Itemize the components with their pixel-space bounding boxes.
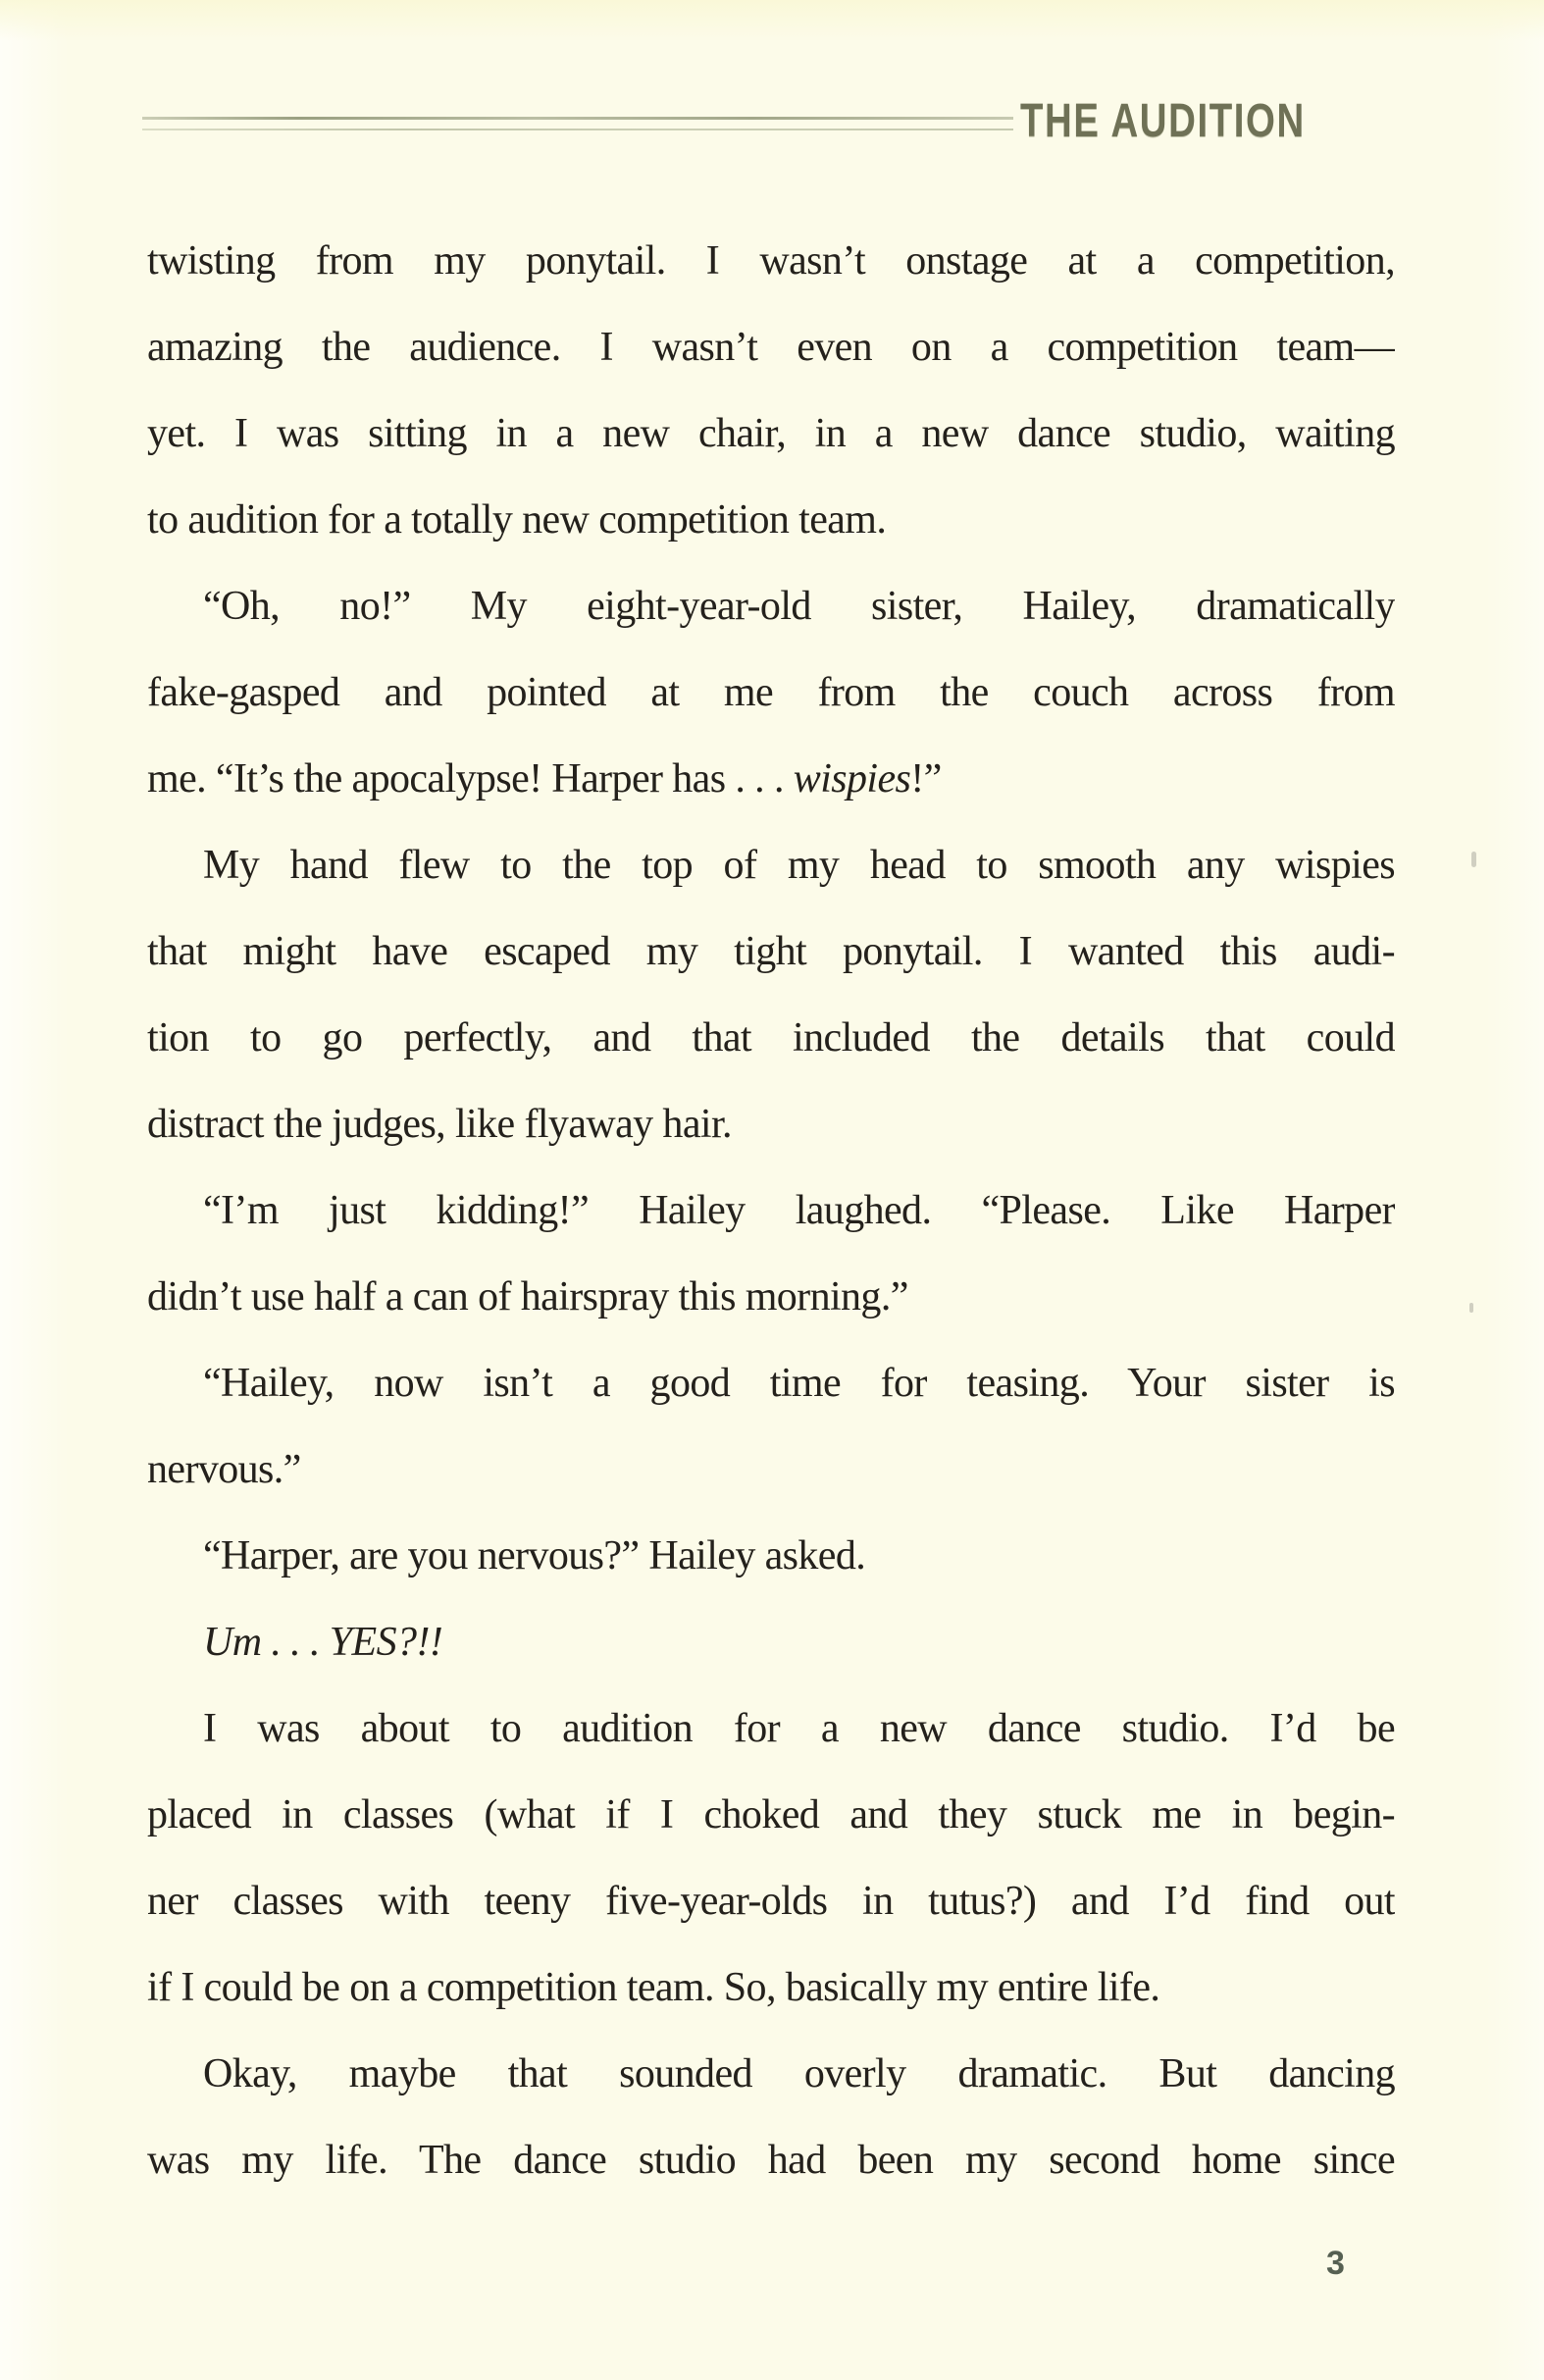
page-number: 3 xyxy=(1326,2245,1345,2282)
body-line: yet. I was sitting in a new chair, in a new dance studio, waiting xyxy=(147,411,1395,456)
body-line: that might have escaped my tight ponytail. I wanted this audi- xyxy=(147,929,1395,974)
body-line: if I could be on a competition team. So, basically my entire life. xyxy=(147,1965,1160,2010)
body-line: didn’t use half a can of hairspray this morning.” xyxy=(147,1274,908,1319)
body-line: was my life. The dance studio had been my second home since xyxy=(147,2138,1395,2183)
body-line: me. “It’s the apocalypse! Harper has . . . wispies!” xyxy=(147,756,942,802)
body-line: ner classes with teeny five-year-olds in tutus?) and I’d find out xyxy=(147,1879,1395,1924)
body-line: Okay, maybe that sounded overly dramatic. But dancing xyxy=(203,2051,1395,2096)
body-line: “Harper, are you nervous?” Hailey asked. xyxy=(203,1533,866,1578)
body-line: placed in classes (what if I choked and they stuck me in begin- xyxy=(147,1792,1395,1837)
body-line: Um . . . YES?!! xyxy=(203,1620,443,1665)
body-line: distract the judges, like flyaway hair. xyxy=(147,1102,732,1147)
body-line: to audition for a totally new competition team. xyxy=(147,497,887,543)
body-line: tion to go perfectly, and that included the details that could xyxy=(147,1015,1395,1061)
rule-line-top xyxy=(142,117,1013,120)
body-line: fake-gasped and pointed at me from the couch across from xyxy=(147,670,1395,715)
body-line: “Oh, no!” My eight-year-old sister, Hailey, dramatically xyxy=(203,584,1395,629)
scan-artifact xyxy=(1471,852,1476,867)
body-line: “I’m just kidding!” Hailey laughed. “Please. Like Harper xyxy=(203,1188,1395,1233)
body-line: twisting from my ponytail. I wasn’t onstage at a competition, xyxy=(147,238,1395,284)
body-line: I was about to audition for a new dance studio. I’d be xyxy=(203,1706,1395,1751)
body-line: My hand flew to the top of my head to smooth any wispies xyxy=(203,843,1395,888)
body-line: amazing the audience. I wasn’t even on a competition team— xyxy=(147,325,1395,370)
chapter-header-rule xyxy=(142,117,1013,134)
body-text-block xyxy=(147,218,1395,2203)
body-line: nervous.” xyxy=(147,1447,301,1492)
rule-line-bottom xyxy=(142,129,1013,130)
chapter-title: THE AUDITION xyxy=(1020,95,1306,147)
scan-artifact xyxy=(1469,1303,1473,1313)
body-line: “Hailey, now isn’t a good time for teasing. Your sister is xyxy=(203,1361,1395,1406)
